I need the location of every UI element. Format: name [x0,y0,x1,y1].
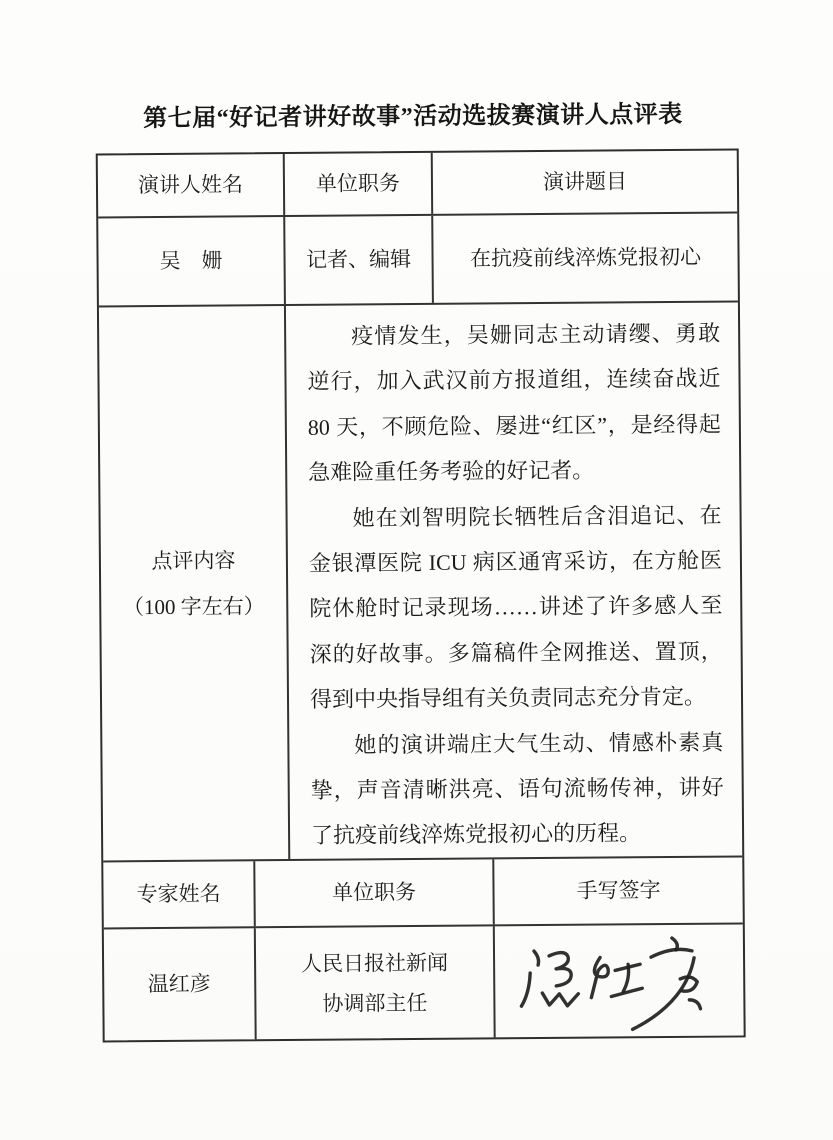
comment-label-line2: （100 字左右） [122,593,265,619]
expert-unit-cell [254,926,494,1039]
handwritten-signature [503,928,736,1036]
expert-header-row [103,855,743,927]
comment-row [99,300,742,860]
speaker-row [98,211,738,305]
speaker-unit-cell: 记者、编辑 [283,216,432,304]
review-table [96,148,746,1042]
comment-label-cell [99,306,288,860]
header-cell-speech-topic: 演讲题目 [431,150,737,213]
speaker-name-cell: 吴 姗 [159,248,223,274]
form-title: 第七届“好记者讲好故事”活动选拔赛演讲人点评表 [143,101,683,133]
expert-row [104,922,744,1040]
header-cell-speaker-name: 演讲人姓名 [137,172,244,198]
speech-topic-cell: 在抗疫前线淬炼党报初心 [431,213,738,302]
signature-cell [493,924,744,1037]
comment-label-line1: 点评内容 [151,547,236,573]
header-cell-signature: 手写签字 [492,857,743,924]
comment-content-cell [284,302,742,859]
comment-paragraph-1: 疫情发生，吴姗同志主动请缨、勇敢逆行，加入武汉前方报道组，连续奋战近 80 天，不顾危险、屡进“红区”，是经得起急难险重任务考验的好记者。 [307,320,721,486]
comment-paragraph-2: 她在刘智明院长牺牲后含泪追记、在金银潭医院 ICU 病区通宵采访，在方舱医院休舱时记录现场……讲述了许多感人至深的好故事。多篇稿件全网推送、置顶，得到中央指导组有关负责同志充分肯定。 [308,502,723,713]
header-cell-expert-unit: 单位职务 [253,859,493,926]
expert-unit-line1: 人民日报社新闻 [300,950,449,976]
header-cell-expert-name: 专家姓名 [136,881,221,907]
expert-name-cell: 温红彦 [147,971,211,997]
expert-unit-line2: 协调部主任 [322,990,428,1016]
speaker-header-row [98,150,737,216]
comment-paragraph-3: 她的演讲端庄大气生动、情感朴素真挚，声音清晰洪亮、语句流畅传神，讲好了抗疫前线淬炼党报初心的历程。 [310,729,724,849]
comment-label [122,537,264,630]
header-cell-unit-title: 单位职务 [283,153,431,215]
